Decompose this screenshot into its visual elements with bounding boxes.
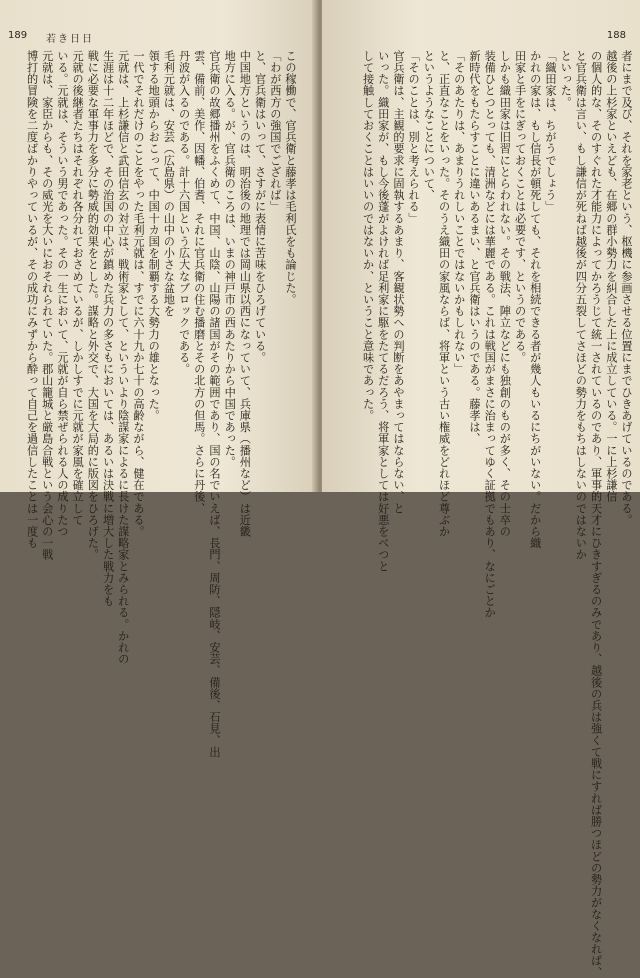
right-page bbox=[322, 0, 640, 978]
left-page-text: この稼働で、官兵衛と藤孝は毛利氏をも論じた。 「わが西方の強国でござれば」 と、官兵衛はいって、さすがに表情に苦味をひろげている。 中国地方というのは、明治後の地理では岡山県以西になっていて、兵庫県（播州など）は近畿 地方に入る。が、官兵衛のころは、いまの神戸市の西あたりから中国であった。 官兵衛の故郷播州をふくめて、中国、山陰、山陽の諸国がその範囲であり、国の名でいえば、長門、周防、隠岐、安芸、備後、石見、出 雲、備前、美作、因幡、伯耆、それに官兵衛の住む播磨とその北方の但馬。さらに丹後、 丹波が入るのである。計十六国という広大なブロックである。 毛利元就は、安芸（広島県）の山中の小さな盆地を 領する地頭からおこって、中国十カ国を制覇する大勢力の雄となった。 一代でそれだけのことをやった毛利元就は、すでに六十九か七十の高齢ながら、健在である。 元就は、上杉謙信と武田信玄の対立は、戦術家として、といういより陰謀家によるに長けた謀略家とみられる。かれの 生涯は十二年ほどで、その治国の中心が鎮めた兵力の多さもにおいては、あるいは決戦に増大した戦力をも 戦に必要な軍事力を多分に勢威的効果をとした。謀略と外交で、大国を大局的に版図をひろげた。 元就の後継者たちはそれぞれ各分れておさめているが、しかしすでに元就が家風を確立して いる。元就は、そういう男であった。その一生において、元就が自ら禁ぜられる人の成りたつ 元就は、家臣からも、その威光を大いにおそれられていた。郡山籠城と厳島合戦という会心の一戦 博打的冒険を二度ばかりやっているが、その成功にみずから酔って自己を過信したことは一度も bbox=[25, 50, 297, 758]
right-page-text: 者にまで及び、それを家老という、枢機に参画させる位置にまでひきあげているのである。 越後の上杉家といえども、在郷の群小勢力を糾合した上に成立している。一に上杉謙信 の個人的な、そのすぐれた才能力によってかろうじて統一されているのであり、軍事的天才にひきすぎるのみであり、越後の兵は強くて戦にすれば勝つほどの勢力がなくなれば、 と官兵衛は言い、もし謙信が死ねば越後が四分五裂してさほどの勢力をもちはしないのではないか といった。 「織田家は、ちがうでしょう」 かれの家は、もし信長が頓死しても、それを相続できる者が幾人もいるにちがいない。だから織 田家と手をにぎっておくことは必要です、というのである。 しかも織田家は旧習にとらわれない。その戦法、陣立などにも独創のものが多く、その士卒の 装備ひとつとっても、清洲などには華麗である。これは戦国がまさに治まってゆく証拠でもあり、なにごとか 新時代をもたらすことに違いあるまい、と官兵衛はいうのである。藤孝は、 「そのあたりは、あまりうれしいことではないかもしれない」 と、正直なことをいった。そのうえ織田の家風ならば、将軍という古い権威をどれほど尊ぶか というようなことについて、 「そのことは、別と考えられる」 官兵衛は、主観的要求に固執するあまり、客観状勢への判断をあやまってはならない、と いった。織田家が、もし今後蓬がよければ足利家に駆をたてるだろう、将軍家としては好悪をべつと して接触しておくことはいいのではないか、ということ意味であった。 bbox=[361, 50, 633, 978]
page-number: 189 bbox=[8, 30, 28, 41]
running-title: 若き日日 bbox=[46, 34, 94, 45]
left-page bbox=[0, 0, 318, 758]
page-number: 188 bbox=[606, 30, 626, 41]
